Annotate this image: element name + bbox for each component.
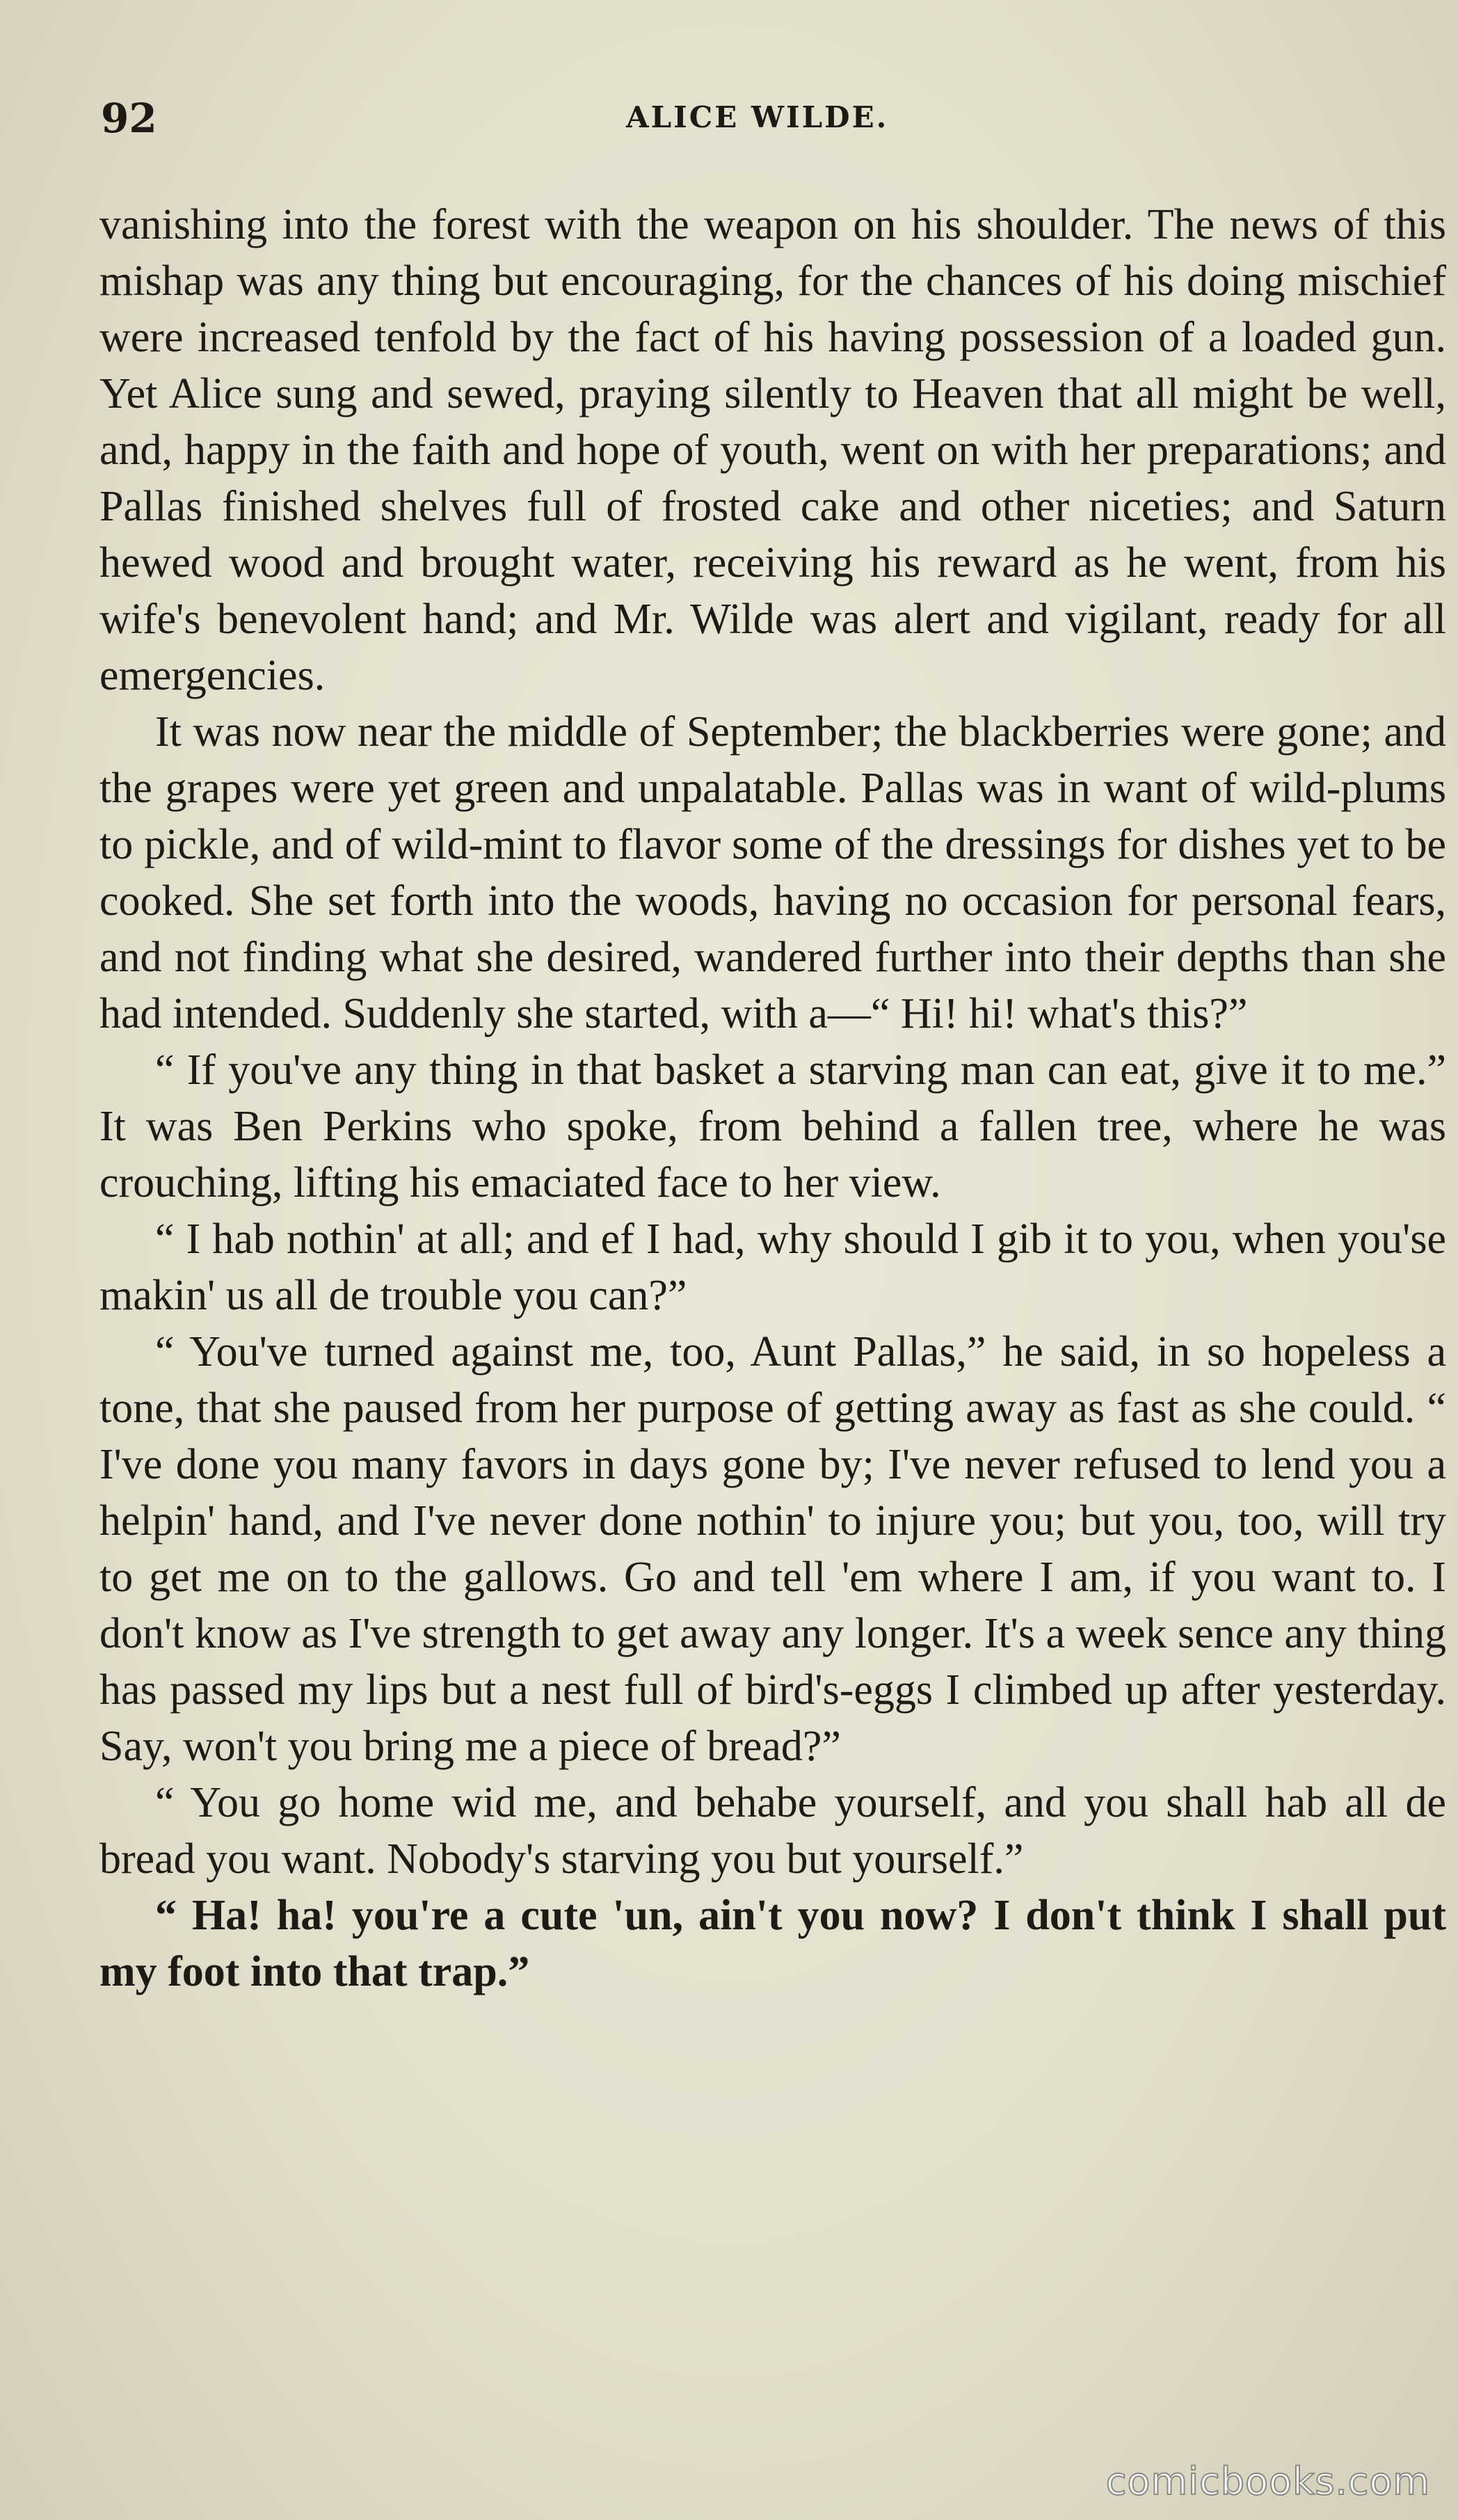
paragraph: “ If you've any thing in that basket a starving man can eat, give it to me.” It was Ben Perkins who spoke, from behind a fallen tree, where he was crouching, lifting his emaciated face to her view. [99, 1046, 1446, 1206]
running-head: ALICE WILDE. [626, 100, 889, 134]
paragraph: vanishing into the forest with the weapon on his shoulder. The news of this mishap was any thing but encouraging, for the chances of his doing mischief were increased tenfold by the fact of his having possession of a loaded gun. Yet Alice sung and sewed, praying silently to Heaven that all might be well, and, happy in the faith and hope of youth, went on with her preparations; and Pallas finished shelves full of frosted cake and other niceties; and Saturn hewed wood and brought water, receiving his reward as he went, from his wife's benevolent hand; and Mr. Wilde was alert and vigilant, ready for all emergencies. [99, 201, 1446, 699]
page-number: 92 [101, 95, 157, 142]
paragraph: “ Ha! ha! you're a cute 'un, ain't you now? I don't think I shall put my foot into that trap.” [99, 1892, 1446, 1995]
paragraph: “ I hab nothin' at all; and ef I had, why should I gib it to you, when you'se makin' us all de trouble you can?” [99, 1215, 1446, 1319]
body-text [99, 197, 1446, 2000]
paragraph: “ You've turned against me, too, Aunt Pallas,” he said, in so hopeless a tone, that she paused from her purpose of getting away as fast as she could. “ I've done you many favors in days gone by; I've never refused to lend you a helpin' hand, and I've never done nothin' to injure you; but you, too, will try to get me on to the gallows. Go and tell 'em where I am, if you want to. I don't know as I've strength to get away any longer. It's a week sence any thing has passed my lips but a nest full of bird's-eggs I climbed up after yesterday. Say, won't you bring me a piece of bread?” [99, 1328, 1446, 1770]
paragraph: “ You go home wid me, and behabe yourself, and you shall hab all de bread you want. Nobody's starving you but yourself.” [99, 1779, 1446, 1883]
watermark: comicbooks.com [1105, 2459, 1430, 2503]
page-header [0, 82, 1458, 145]
paragraph: It was now near the middle of September; the blackberries were gone; and the grapes were yet green and unpalatable. Pallas was in want of wild-plums to pickle, and of wild-mint to flavor some of the dressings for dishes yet to be cooked. She set forth into the woods, having no occasion for personal fears, and not finding what she desired, wandered further into their depths than she had intended. Suddenly she started, with a—“ Hi! hi! what's this?” [99, 708, 1446, 1037]
